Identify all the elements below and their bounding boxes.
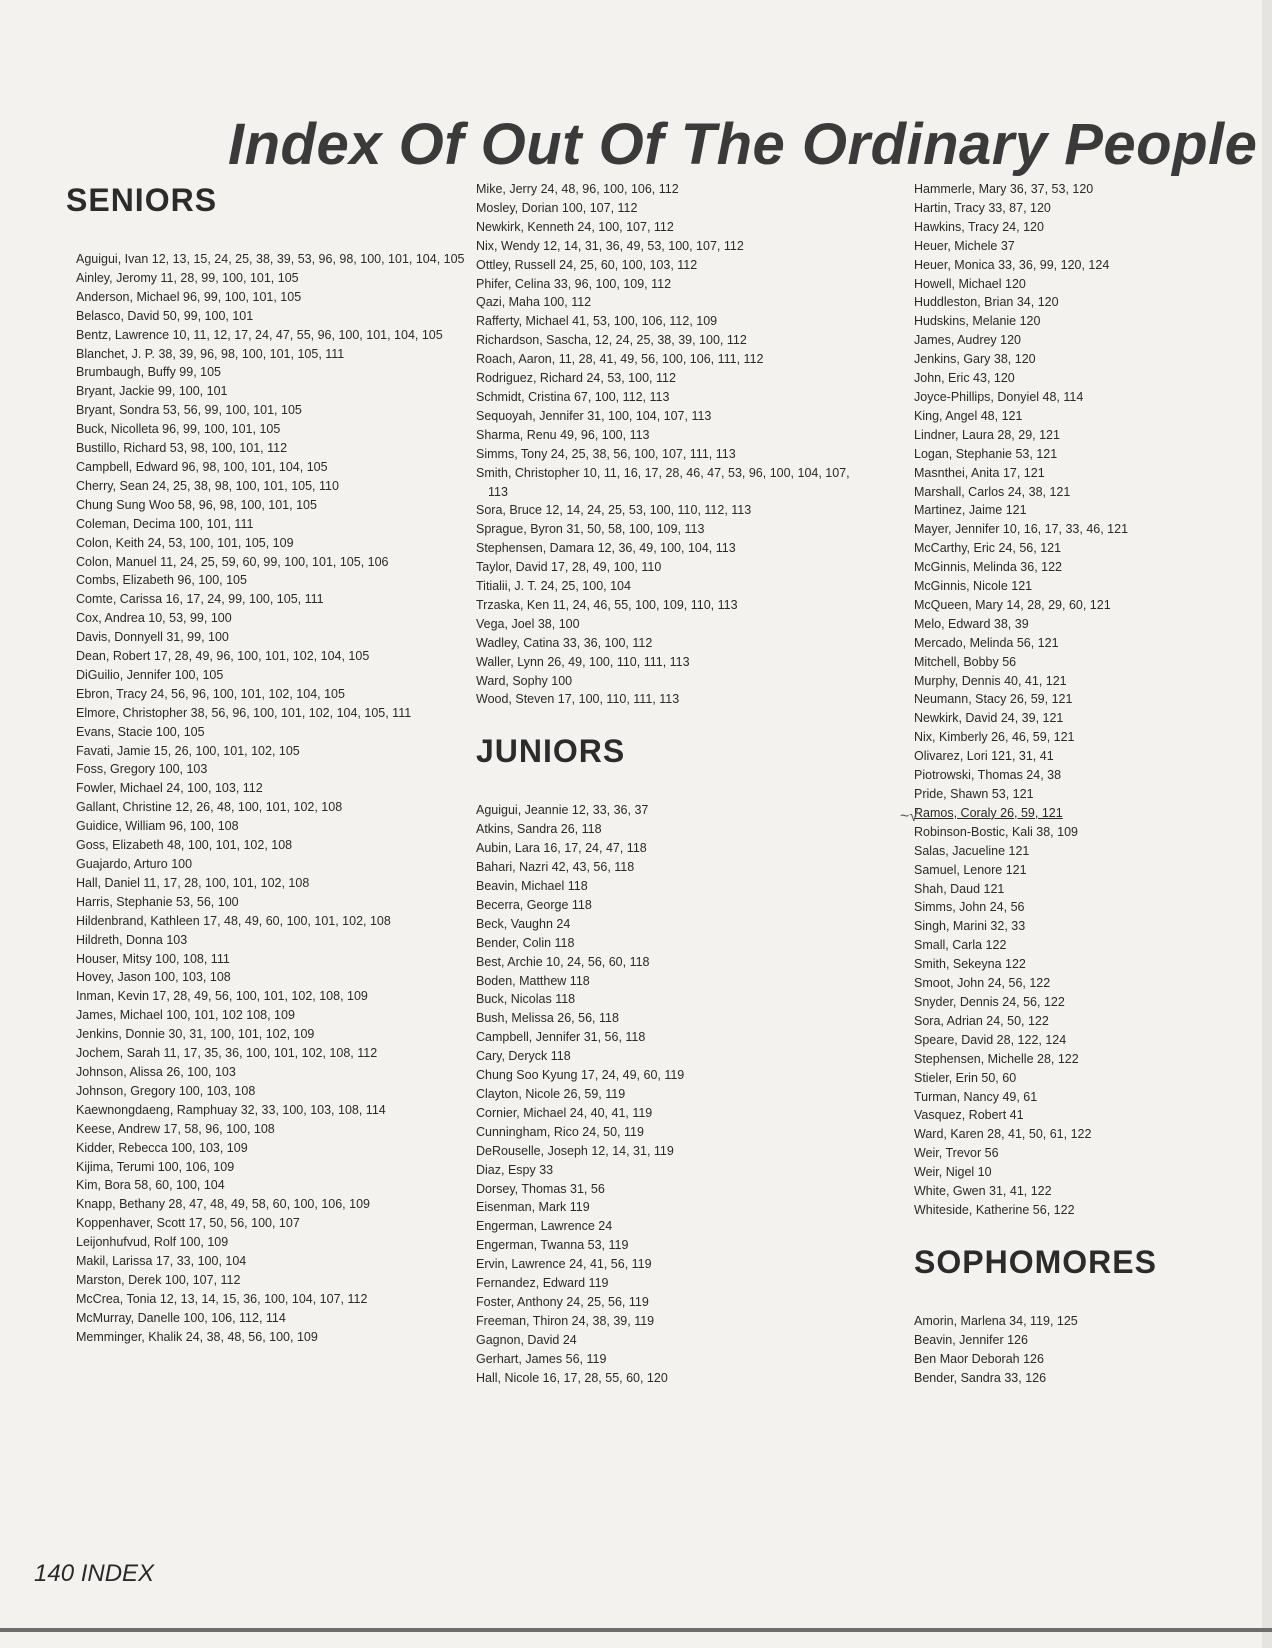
index-entry: Leijonhufvud, Rolf 100, 109 xyxy=(76,1235,229,1250)
index-entry: Trzaska, Ken 11, 24, 46, 55, 100, 109, 110, 113 xyxy=(476,597,738,612)
index-entry: Kijima, Terumi 100, 106, 109 xyxy=(76,1159,235,1174)
index-entry: Hall, Daniel 11, 17, 28, 100, 101, 102, 108 xyxy=(76,875,310,890)
index-entry: Stieler, Erin 50, 60 xyxy=(914,1070,1017,1085)
index-entry: Evans, Stacie 100, 105 xyxy=(76,724,205,739)
index-entry: Weir, Nigel 10 xyxy=(914,1165,992,1180)
index-entry: Gagnon, David 24 xyxy=(476,1332,577,1347)
index-entry: Simms, John 24, 56 xyxy=(914,900,1025,915)
index-entry: Stephensen, Michelle 28, 122 xyxy=(914,1051,1079,1066)
index-entry: Aguigui, Ivan 12, 13, 15, 24, 25, 38, 39, 53, 96, 98, 100, 101, 104, 105 xyxy=(76,252,465,266)
index-entry: Small, Carla 122 xyxy=(914,938,1007,953)
index-entry: Vasquez, Robert 41 xyxy=(914,1108,1024,1123)
index-entry: Hovey, Jason 100, 103, 108 xyxy=(76,970,231,985)
index-entry: Heuer, Michele 37 xyxy=(914,238,1015,253)
index-entry: Brumbaugh, Buffy 99, 105 xyxy=(76,365,222,380)
index-entry: Marston, Derek 100, 107, 112 xyxy=(76,1272,241,1287)
index-entry: Murphy, Dennis 40, 41, 121 xyxy=(914,673,1067,688)
index-entry: Cox, Andrea 10, 53, 99, 100 xyxy=(76,611,232,626)
index-entry: Wood, Steven 17, 100, 110, 111, 113 xyxy=(476,692,680,707)
index-entry: Cunningham, Rico 24, 50, 119 xyxy=(476,1124,644,1139)
index-entry: Belasco, David 50, 99, 100, 101 xyxy=(76,308,254,323)
index-entry: Sequoyah, Jennifer 31, 100, 104, 107, 113 xyxy=(476,408,712,423)
index-entry: Buck, Nicolleta 96, 99, 100, 101, 105 xyxy=(76,422,281,437)
index-entry: Amorin, Marlena 34, 119, 125 xyxy=(914,1313,1078,1328)
index-entry: Hudskins, Melanie 120 xyxy=(914,314,1041,329)
index-entry: Martinez, Jaime 121 xyxy=(914,503,1027,518)
index-entry: Becerra, George 118 xyxy=(476,897,592,912)
sophomores-list-right xyxy=(914,1312,1264,1388)
index-entry: Chung Sung Woo 58, 96, 98, 100, 101, 105 xyxy=(76,497,317,512)
index-entry: Campbell, Edward 96, 98, 100, 101, 104, 105 xyxy=(76,459,328,474)
seniors-heading: SENIORS xyxy=(66,182,218,218)
index-entry: Engerman, Twanna 53, 119 xyxy=(476,1238,629,1253)
sophomores-heading: SOPHOMORES xyxy=(914,1243,1157,1280)
index-entry: Smith, Sekeyna 122 xyxy=(914,957,1026,972)
index-entry: Combs, Elizabeth 96, 100, 105 xyxy=(76,573,247,588)
index-entry: Beavin, Michael 118 xyxy=(476,879,588,893)
index-entry: Nix, Kimberly 26, 46, 59, 121 xyxy=(914,730,1075,745)
index-entry: Freeman, Thiron 24, 38, 39, 119 xyxy=(476,1313,655,1328)
index-entry: Speare, David 28, 122, 124 xyxy=(914,1032,1067,1047)
index-entry: Ramos, Coraly 26, 59, 121 xyxy=(914,805,1063,820)
index-entry: Memminger, Khalik 24, 38, 48, 56, 100, 109 xyxy=(76,1329,318,1344)
index-entry: Ward, Sophy 100 xyxy=(476,673,573,688)
index-entry: Jenkins, Gary 38, 120 xyxy=(914,352,1036,367)
index-entry: Anderson, Michael 96, 99, 100, 101, 105 xyxy=(76,289,302,304)
column-middle xyxy=(476,180,866,1387)
index-entry: Colon, Keith 24, 53, 100, 101, 105, 109 xyxy=(76,535,294,550)
index-entry: McCrea, Tonia 12, 13, 14, 15, 36, 100, 104, 107, 112 xyxy=(76,1291,368,1306)
index-entry: Atkins, Sandra 26, 118 xyxy=(476,822,602,837)
index-entry: Ainley, Jeromy 11, 28, 99, 100, 101, 105 xyxy=(76,270,299,285)
index-entry: Taylor, David 17, 28, 49, 100, 110 xyxy=(476,560,662,575)
index-entry: Blanchet, J. P. 38, 39, 96, 98, 100, 101, 105, 111 xyxy=(76,346,345,361)
index-entry: Inman, Kevin 17, 28, 49, 56, 100, 101, 102, 108, 109 xyxy=(76,989,368,1004)
handwritten-check-icon: ~√ xyxy=(900,808,919,825)
index-entry: Johnson, Gregory 100, 103, 108 xyxy=(76,1083,256,1098)
index-entry: Bahari, Nazri 42, 43, 56, 118 xyxy=(476,860,635,875)
index-entry: James, Audrey 120 xyxy=(914,333,1022,348)
index-entry: Cary, Deryck 118 xyxy=(476,1049,571,1064)
juniors-heading: JUNIORS xyxy=(476,733,626,770)
index-entry: Newkirk, Kenneth 24, 100, 107, 112 xyxy=(476,219,674,234)
bottom-rule xyxy=(0,1628,1272,1632)
index-entry: Kaewnongdaeng, Ramphuay 32, 33, 100, 103, 108, 114 xyxy=(76,1102,386,1117)
index-entry: Shah, Daud 121 xyxy=(914,881,1005,896)
index-entry: James, Michael 100, 101, 102 108, 109 xyxy=(76,1008,295,1023)
index-entry: Wadley, Catina 33, 36, 100, 112 xyxy=(476,635,653,650)
index-entry: Foss, Gregory 100, 103 xyxy=(76,762,208,777)
index-entry: Boden, Matthew 118 xyxy=(476,973,590,988)
index-entry: Howell, Michael 120 xyxy=(914,276,1026,291)
index-entry: Nix, Wendy 12, 14, 31, 36, 49, 53, 100, 107, 112 xyxy=(476,238,744,253)
index-entry: Ervin, Lawrence 24, 41, 56, 119 xyxy=(476,1257,652,1272)
index-entry: Koppenhaver, Scott 17, 50, 56, 100, 107 xyxy=(76,1216,300,1231)
index-entry: Whiteside, Katherine 56, 122 xyxy=(914,1202,1075,1217)
index-entry: Chung Soo Kyung 17, 24, 49, 60, 119 xyxy=(476,1068,685,1083)
index-entry: Lindner, Laura 28, 29, 121 xyxy=(914,427,1060,442)
index-entry: John, Eric 43, 120 xyxy=(914,371,1015,386)
index-entry: Hildreth, Donna 103 xyxy=(76,932,188,947)
index-entry: Bender, Colin 118 xyxy=(476,935,575,950)
index-entry: Diaz, Espy 33 xyxy=(476,1162,554,1177)
page-footer: 140 INDEX xyxy=(34,1560,155,1587)
index-entry: Bryant, Sondra 53, 56, 99, 100, 101, 105 xyxy=(76,403,302,418)
index-entry: Comte, Carissa 16, 17, 24, 99, 100, 105, 111 xyxy=(76,592,324,607)
index-entry: Vega, Joel 38, 100 xyxy=(476,616,580,631)
index-entry: Weir, Trevor 56 xyxy=(914,1146,999,1161)
index-entry: Qazi, Maha 100, 112 xyxy=(476,295,592,310)
index-entry: DeRouselle, Joseph 12, 14, 31, 119 xyxy=(476,1143,674,1158)
seniors-list-left xyxy=(66,250,476,1347)
index-entry: Aguigui, Jeannie 12, 33, 36, 37 xyxy=(476,803,649,818)
index-entry: Jochem, Sarah 11, 17, 35, 36, 100, 101, 102, 108, 112 xyxy=(76,1046,378,1061)
index-entry: McCarthy, Eric 24, 56, 121 xyxy=(914,541,1062,556)
index-entry: Fowler, Michael 24, 100, 103, 112 xyxy=(76,781,263,796)
index-entry: Harris, Stephanie 53, 56, 100 xyxy=(76,894,239,909)
index-entry: Eisenman, Mark 119 xyxy=(476,1200,590,1215)
index-entry: Best, Archie 10, 24, 56, 60, 118 xyxy=(476,954,650,969)
index-entry: Beck, Vaughn 24 xyxy=(476,916,571,931)
index-entry: Rodriguez, Richard 24, 53, 100, 112 xyxy=(476,371,676,386)
index-entry: Sora, Adrian 24, 50, 122 xyxy=(914,1013,1049,1028)
index-entry: McGinnis, Melinda 36, 122 xyxy=(914,560,1062,575)
index-entry: White, Gwen 31, 41, 122 xyxy=(914,1184,1052,1199)
index-entry: Neumann, Stacy 26, 59, 121 xyxy=(914,692,1073,707)
index-entry: Sharma, Renu 49, 96, 100, 113 xyxy=(476,427,650,442)
index-entry: Elmore, Christopher 38, 56, 96, 100, 101, 102, 104, 105, 111 xyxy=(76,705,412,720)
index-entry: Guidice, William 96, 100, 108 xyxy=(76,819,239,834)
index-entry: Schmidt, Cristina 67, 100, 112, 113 xyxy=(476,389,670,404)
index-entry: Engerman, Lawrence 24 xyxy=(476,1219,613,1234)
column-right xyxy=(914,180,1264,1387)
index-entry: Roach, Aaron, 11, 28, 41, 49, 56, 100, 106, 111, 112 xyxy=(476,352,764,367)
index-entry: Samuel, Lenore 121 xyxy=(914,862,1027,877)
index-entry: Jenkins, Donnie 30, 31, 100, 101, 102, 109 xyxy=(76,1027,315,1042)
index-entry: Waller, Lynn 26, 49, 100, 110, 111, 113 xyxy=(476,654,690,669)
index-entry: Simms, Tony 24, 25, 38, 56, 100, 107, 111, 113 xyxy=(476,446,736,461)
index-entry: Buck, Nicolas 118 xyxy=(476,992,576,1007)
index-entry: Titialii, J. T. 24, 25, 100, 104 xyxy=(476,579,631,594)
juniors-list-right xyxy=(914,180,1264,1220)
seniors-list-middle xyxy=(476,180,866,709)
index-entry: Pride, Shawn 53, 121 xyxy=(914,787,1034,801)
index-entry: Huddleston, Brian 34, 120 xyxy=(914,295,1059,310)
index-entry: Goss, Elizabeth 48, 100, 101, 102, 108 xyxy=(76,838,293,853)
index-entry: Smoot, John 24, 56, 122 xyxy=(914,976,1051,991)
index-entry: Clayton, Nicole 26, 59, 119 xyxy=(476,1086,626,1101)
index-entry: Mike, Jerry 24, 48, 96, 100, 106, 112 xyxy=(476,182,679,196)
index-entry: Bustillo, Richard 53, 98, 100, 101, 112 xyxy=(76,441,288,456)
index-entry: Masnthei, Anita 17, 121 xyxy=(914,465,1045,480)
index-entry: DiGuilio, Jennifer 100, 105 xyxy=(76,667,224,682)
index-entry: Dorsey, Thomas 31, 56 xyxy=(476,1181,605,1196)
index-entry: Guajardo, Arturo 100 xyxy=(76,857,193,871)
index-entry: Phifer, Celina 33, 96, 100, 109, 112 xyxy=(476,276,672,291)
index-entry: Aubin, Lara 16, 17, 24, 47, 118 xyxy=(476,841,647,856)
index-entry: Makil, Larissa 17, 33, 100, 104 xyxy=(76,1254,247,1269)
index-entry: Salas, Jacueline 121 xyxy=(914,843,1030,858)
index-entry: Cherry, Sean 24, 25, 38, 98, 100, 101, 105, 110 xyxy=(76,478,339,493)
index-entry: Marshall, Carlos 24, 38, 121 xyxy=(914,484,1071,499)
index-entry: McQueen, Mary 14, 28, 29, 60, 121 xyxy=(914,597,1111,612)
index-entry: Bush, Melissa 26, 56, 118 xyxy=(476,1011,619,1026)
index-entry: Mitchell, Bobby 56 xyxy=(914,654,1017,669)
index-entry: Foster, Anthony 24, 25, 56, 119 xyxy=(476,1294,649,1309)
index-entry: McMurray, Danelle 100, 106, 112, 114 xyxy=(76,1310,286,1325)
index-entry: Robinson-Bostic, Kali 38, 109 xyxy=(914,824,1078,839)
index-entry: Heuer, Monica 33, 36, 99, 120, 124 xyxy=(914,257,1110,272)
index-entry: Fernandez, Edward 119 xyxy=(476,1276,609,1291)
index-entry: Colon, Manuel 11, 24, 25, 59, 60, 99, 100, 101, 105, 106 xyxy=(76,554,389,569)
juniors-list-middle xyxy=(476,801,866,1387)
index-entry: Turman, Nancy 49, 61 xyxy=(914,1089,1038,1104)
index-entry: McGinnis, Nicole 121 xyxy=(914,579,1033,594)
index-entry: Hawkins, Tracy 24, 120 xyxy=(914,219,1044,234)
index-entry: Bryant, Jackie 99, 100, 101 xyxy=(76,384,228,399)
index-entry: Hall, Nicole 16, 17, 28, 55, 60, 120 xyxy=(476,1370,668,1385)
index-entry: Ben Maor Deborah 126 xyxy=(914,1351,1044,1366)
index-entry: Bender, Sandra 33, 126 xyxy=(914,1370,1047,1385)
index-entry: Joyce-Phillips, Donyiel 48, 114 xyxy=(914,389,1084,404)
index-entry: Bentz, Lawrence 10, 11, 12, 17, 24, 47, 55, 96, 100, 101, 104, 105 xyxy=(76,327,443,342)
index-entry: Johnson, Alissa 26, 100, 103 xyxy=(76,1064,236,1079)
index-entry: Newkirk, David 24, 39, 121 xyxy=(914,711,1064,726)
index-entry: Campbell, Jennifer 31, 56, 118 xyxy=(476,1030,646,1045)
index-entry: Coleman, Decima 100, 101, 111 xyxy=(76,516,254,531)
index-entry: Mayer, Jennifer 10, 16, 17, 33, 46, 121 xyxy=(914,522,1129,537)
index-entry: Gallant, Christine 12, 26, 48, 100, 101, 102, 108 xyxy=(76,800,343,815)
index-entry: Sora, Bruce 12, 14, 24, 25, 53, 100, 110, 112, 113 xyxy=(476,503,752,518)
index-entry: Dean, Robert 17, 28, 49, 96, 100, 101, 102, 104, 105 xyxy=(76,649,370,664)
index-entry: Ottley, Russell 24, 25, 60, 100, 103, 112 xyxy=(476,257,698,272)
index-entry: Beavin, Jennifer 126 xyxy=(914,1332,1028,1347)
index-entry: Melo, Edward 38, 39 xyxy=(914,616,1029,631)
index-entry: Snyder, Dennis 24, 56, 122 xyxy=(914,994,1065,1009)
page-title: Index Of Out Of The Ordinary People xyxy=(228,111,1258,177)
column-left xyxy=(66,180,476,1347)
index-entry: Piotrowski, Thomas 24, 38 xyxy=(914,768,1062,783)
index-entry: Olivarez, Lori 121, 31, 41 xyxy=(914,749,1054,764)
index-entry: Kim, Bora 58, 60, 100, 104 xyxy=(76,1178,225,1193)
index-entry: Gerhart, James 56, 119 xyxy=(476,1351,607,1366)
index-entry: Ward, Karen 28, 41, 50, 61, 122 xyxy=(914,1127,1092,1142)
index-entry: Hildenbrand, Kathleen 17, 48, 49, 60, 100, 101, 102, 108 xyxy=(76,913,391,928)
index-entry: Hammerle, Mary 36, 37, 53, 120 xyxy=(914,182,1094,196)
index-entry: Kidder, Rebecca 100, 103, 109 xyxy=(76,1140,248,1155)
index-entry: King, Angel 48, 121 xyxy=(914,408,1023,423)
index-entry: Mosley, Dorian 100, 107, 112 xyxy=(476,200,638,215)
index-entry: Sprague, Byron 31, 50, 58, 100, 109, 113 xyxy=(476,522,705,537)
index-entry: Mercado, Melinda 56, 121 xyxy=(914,635,1059,650)
index-entry: Richardson, Sascha, 12, 24, 25, 38, 39, 100, 112 xyxy=(476,333,747,348)
index-entry: Knapp, Bethany 28, 47, 48, 49, 58, 60, 100, 106, 109 xyxy=(76,1197,370,1212)
index-entry: Keese, Andrew 17, 58, 96, 100, 108 xyxy=(76,1121,275,1136)
index-entry: Davis, Donnyell 31, 99, 100 xyxy=(76,630,229,645)
index-entry: Rafferty, Michael 41, 53, 100, 106, 112, 109 xyxy=(476,314,718,329)
index-entry: Smith, Christopher 10, 11, 16, 17, 28, 46, 47, 53, 96, 100, 104, 107, 113 xyxy=(476,465,850,499)
index-entry: Favati, Jamie 15, 26, 100, 101, 102, 105 xyxy=(76,743,300,758)
index-entry: Logan, Stephanie 53, 121 xyxy=(914,446,1058,461)
index-entry: Stephensen, Damara 12, 36, 49, 100, 104, 113 xyxy=(476,541,736,556)
index-entry: Houser, Mitsy 100, 108, 111 xyxy=(76,951,230,966)
index-entry: Singh, Marini 32, 33 xyxy=(914,919,1026,934)
index-entry: Ebron, Tracy 24, 56, 96, 100, 101, 102, 104, 105 xyxy=(76,686,345,701)
index-entry: Cornier, Michael 24, 40, 41, 119 xyxy=(476,1105,653,1120)
index-entry: Hartin, Tracy 33, 87, 120 xyxy=(914,200,1051,215)
